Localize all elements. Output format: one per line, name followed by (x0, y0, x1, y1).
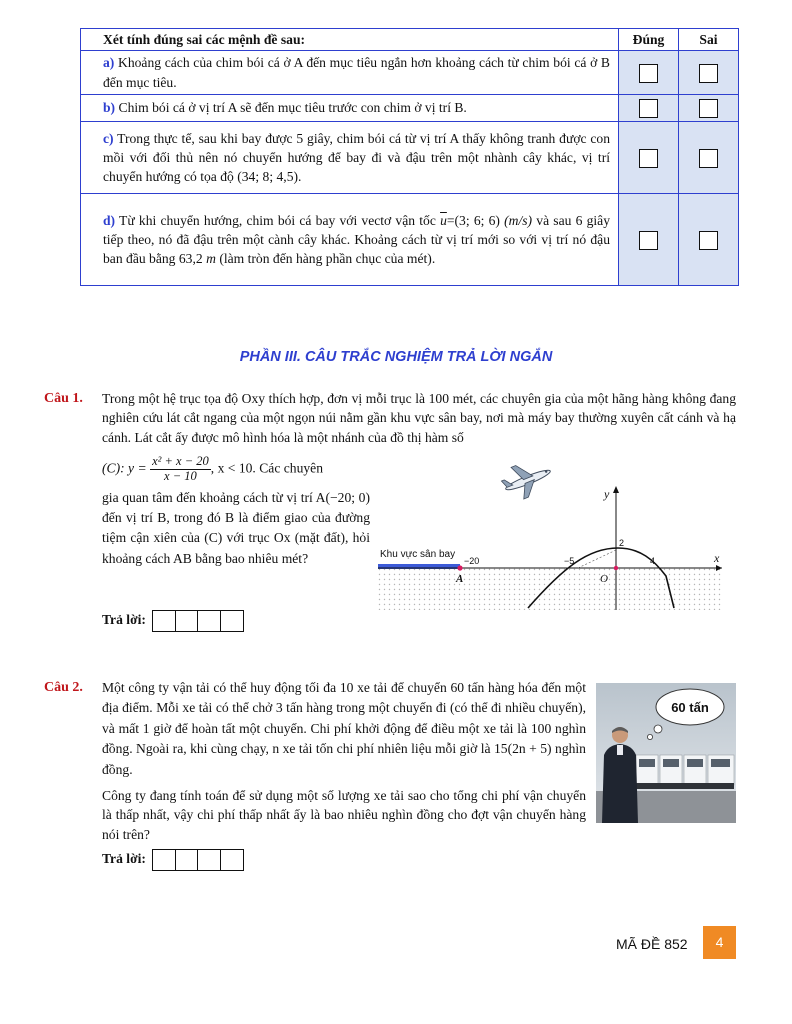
true-checkbox-c[interactable] (639, 149, 658, 168)
false-checkbox-b[interactable] (699, 99, 718, 118)
ground-area (378, 568, 722, 610)
question-2-text2: Công ty đang tính toán để sử dụng một số lượng xe tải sao cho tổng chi phí vận chuyển là thấp nhất, vậy chi phí thấp nhất ấy là bao nhiêu nghìn đồng cho đợt vận chuyển hàng nói trên? (102, 788, 586, 842)
answer-label: Trả lời: (102, 851, 146, 867)
statement-c: c) Trong thực tế, sau khi bay được 5 giây, chim bói cá từ vị trí A thấy không tranh được con mồi với đối thủ nên nó chuyển hướng để bay đi và đậu trên một nhành cây khác, vị trí chuyển hướng có tọa độ (34; 8; 4,5). (81, 122, 619, 194)
truck-photo (596, 683, 736, 823)
table-header-question: Xét tính đúng sai các mệnh đề sau: (81, 29, 619, 51)
section-title: PHẦN III. CÂU TRẮC NGHIỆM TRẢ LỜI NGẮN (239, 349, 553, 365)
question-1-body (102, 455, 370, 569)
airport-label: Khu vực sân bay (380, 549, 456, 560)
fuel-cost-math: 15(2n + 5) (494, 741, 552, 757)
statement-text: Chim bói cá ở vị trí A sẽ đến mục tiêu trước con chim ở vị trí B. (118, 100, 467, 116)
question-1-intro: Trong một hệ trục tọa độ Oxy thích hợp, đơn vị mỗi trục là 100 mét, các chuyên gia của một hãng hàng không đang nghiên cứu lát cắt ngang của một ngọn núi nằm gần khu vực sân bay, nơi mà máy bay thường xuyên cất cánh và hạ cánh. Lát cắt ấy được mô hình hóa là một nhánh của đồ thị hàm số (102, 391, 736, 445)
statement-d: d) Từ khi chuyển hướng, chim bói cá bay với vectơ vận tốc $\overline{u}=(3$; 6; 6) (m/s) và sau 6 giây tiếp theo, nó đã đậu trên một cành cây khác. Khoảng cách từ vị trí mới so với vị trí nó đậu ban đầu bằng 63,2 m (làm tròn đến hàng phần chục của mét). (81, 194, 619, 286)
question-2-number: Câu 2. (44, 680, 83, 695)
origin-marker (614, 566, 618, 570)
question-2-answer (102, 849, 244, 871)
point-a-label: A (456, 573, 464, 585)
y-axis-label: y (604, 487, 610, 501)
page-number: 4 (703, 926, 736, 959)
true-checkbox-a[interactable] (639, 64, 658, 83)
question-1-rest: gia quan tâm đến khoảng cách từ vị trí A(−20; 0) đến vị trí B, trong đó B là điểm giao của đường tiệm cận xiên của (C) với trục Ox (mặt đất), hỏi khoảng cách AB bằng bao nhiêu mét? (102, 489, 370, 566)
statement-text: Trong thực tế, sau khi bay được 5 giây, chim bói cá từ vị trí A thấy không tranh được con mồi với đối thủ nên nó chuyển hướng để bay đi và đậu trên một nhành cây khác, vị trí chuyển hướng có tọa độ (103, 130, 611, 185)
tick-4: 4 (650, 556, 656, 566)
table-row (81, 95, 739, 122)
function-numerator: x² + x − 20 (152, 454, 209, 468)
statement-text: Khoảng cách của chim bói cá ở A đến mục tiêu ngắn hơn khoảng cách từ chim bói cá ở B đến mục tiêu. (103, 55, 610, 90)
asymptote-hint (578, 550, 616, 568)
trucks-row (636, 755, 734, 789)
mountain-graph-figure (378, 458, 724, 610)
true-checkbox-b[interactable] (639, 99, 658, 118)
true-checkbox-d[interactable] (639, 231, 658, 250)
false-checkbox-a[interactable] (699, 64, 718, 83)
tick-neg5: −5 (564, 556, 575, 566)
false-checkbox-d[interactable] (699, 231, 718, 250)
statement-a (81, 51, 619, 95)
statement-label: c) (103, 130, 114, 146)
answer-boxes-2[interactable] (153, 849, 243, 871)
table-row (81, 51, 739, 95)
statement-b (81, 95, 619, 122)
point-a-marker (457, 565, 462, 570)
question-2-text: Một công ty vận tải có thể huy động tối đa 10 xe tải để chuyển 60 tấn hàng hóa đến một địa điểm. Mỗi xe tải có thể chở 3 tấn hàng trong một chuyến đi (có thể đi nhiều chuyến), và mất 1 giờ để hoàn tất một chuyến. Chi phí khởi động để điều một xe tải là 100 nghìn đồng. Ngoài ra, khi cùng chạy, n xe tải tốn chi phí nhiên liệu mỗi giờ là 15(2n + 5) nghìn đồng. (102, 680, 586, 777)
answer-label: Trả lời: (102, 612, 146, 628)
bubble-text: 60 tấn (671, 700, 709, 715)
origin-label: O (600, 573, 608, 585)
coordinate-math: (34; 8; 4,5) (237, 169, 299, 185)
tick-2: 2 (619, 538, 625, 548)
question-1-answer (102, 610, 244, 632)
x-axis-label: x (714, 551, 720, 565)
false-checkbox-c[interactable] (699, 149, 718, 168)
function-formula: (C): y = $\frac{\text{x² + x − 20}}{x - 10}$ , x < 10. Các chuyên (102, 454, 324, 483)
table-header-row (81, 29, 739, 51)
statement-label: b) (103, 100, 116, 116)
question-1-number: Câu 1. (44, 391, 83, 406)
vector-u: $\overline{u}$ (440, 212, 447, 228)
function-denominator: x − 10 (164, 468, 197, 483)
table-header-false: Sai (679, 29, 739, 51)
airplane-icon (498, 458, 556, 504)
tick-neg20: −20 (464, 556, 480, 566)
exam-code: MÃ ĐỀ 852 (616, 936, 688, 952)
statement-label: d) (103, 212, 116, 228)
answer-boxes-1[interactable] (153, 610, 243, 632)
table-header-true: Đúng (619, 29, 679, 51)
y-axis-arrow-icon (613, 486, 619, 493)
true-false-table (80, 28, 739, 286)
table-row (81, 194, 739, 286)
statement-label: a) (103, 55, 115, 71)
table-row (81, 122, 739, 194)
